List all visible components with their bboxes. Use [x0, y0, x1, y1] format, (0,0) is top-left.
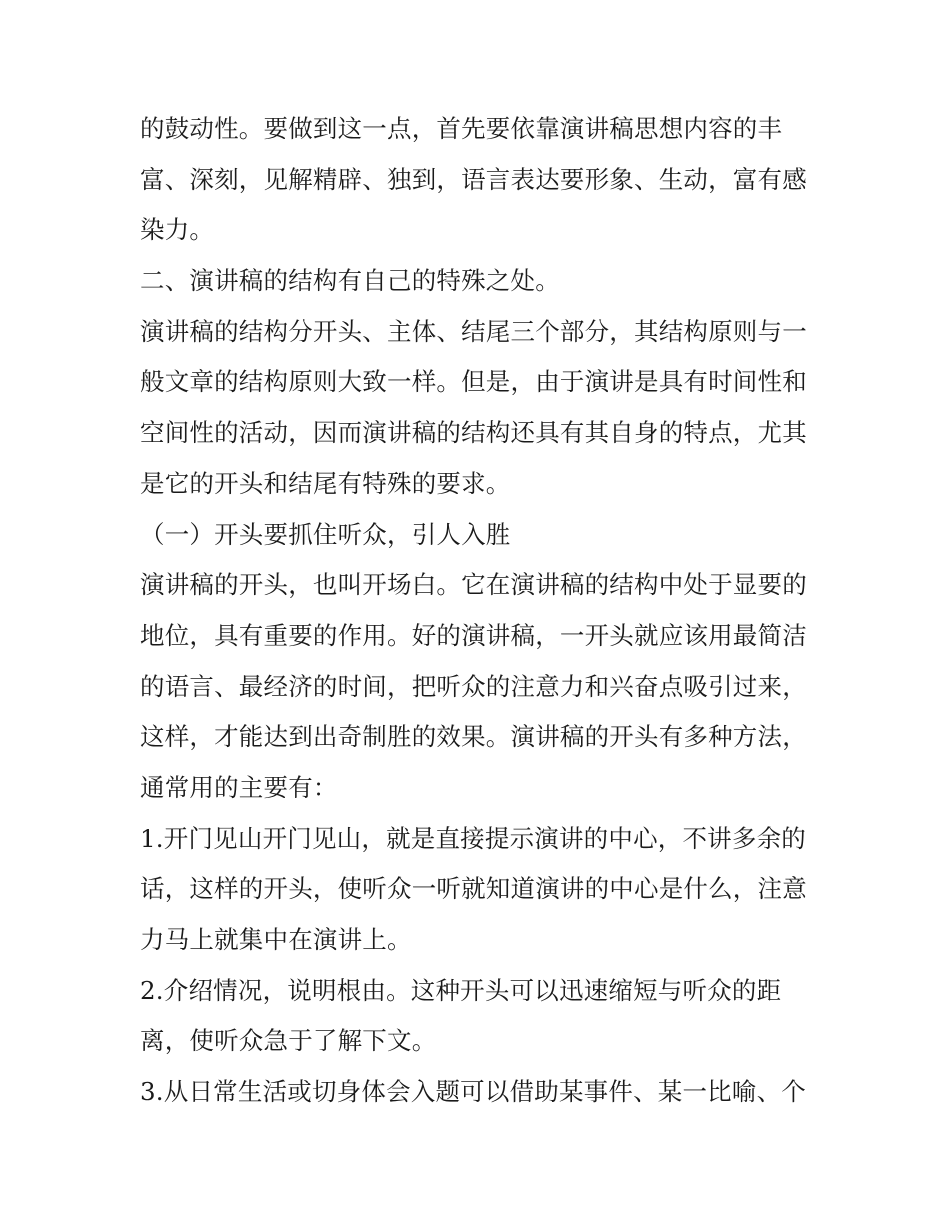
text-line: 地位，具有重要的作用。好的演讲稿，一开头就应该用最简洁 — [140, 620, 807, 650]
text-line: 离，使听众急于了解下文。 — [140, 1026, 437, 1056]
text-line: 染力。 — [140, 215, 215, 245]
text-line: 演讲稿的结构分开头、主体、结尾三个部分，其结构原则与一 — [140, 316, 807, 346]
document-body — [140, 104, 820, 1118]
text-line: 的语言、最经济的时间，把听众的注意力和兴奋点吸引过来， — [140, 671, 807, 701]
text-line: 是它的开头和结尾有特殊的要求。 — [140, 468, 511, 498]
text-line: 的鼓动性。要做到这一点，首先要依靠演讲稿思想内容的丰 — [140, 114, 783, 143]
text-line: 这样，才能达到出奇制胜的效果。演讲稿的开头有多种方法， — [140, 722, 807, 752]
list-item-line: 3.从日常生活或切身体会入题可以借助某事件、某一比喻、个 — [140, 1077, 806, 1107]
text-line: 话，这样的开头，使听众一听就知道演讲的中心是什么，注意 — [140, 874, 807, 904]
subsection-heading: （一）开头要抓住听众，引人入胜 — [140, 519, 511, 549]
text-line: 通常用的主要有： — [140, 772, 338, 802]
section-heading: 二、演讲稿的结构有自己的特殊之处。 — [140, 266, 560, 296]
text-line: 演讲稿的开头，也叫开场白。它在演讲稿的结构中处于显要的 — [140, 570, 807, 600]
list-item-line: 1.开门见山开门见山，就是直接提示演讲的中心，不讲多余的 — [140, 823, 806, 853]
text-line: 般文章的结构原则大致一样。但是，由于演讲是具有时间性和 — [140, 367, 807, 397]
text-line: 力马上就集中在演讲上。 — [140, 925, 412, 954]
list-item-line: 2.介绍情况，说明根由。这种开头可以迅速缩短与听众的距 — [140, 975, 782, 1005]
text-line: 富、深刻，见解精辟、独到，语言表达要形象、生动，富有感 — [140, 164, 807, 194]
text-line: 空间性的活动，因而演讲稿的结构还具有其自身的特点，尤其 — [140, 418, 807, 448]
